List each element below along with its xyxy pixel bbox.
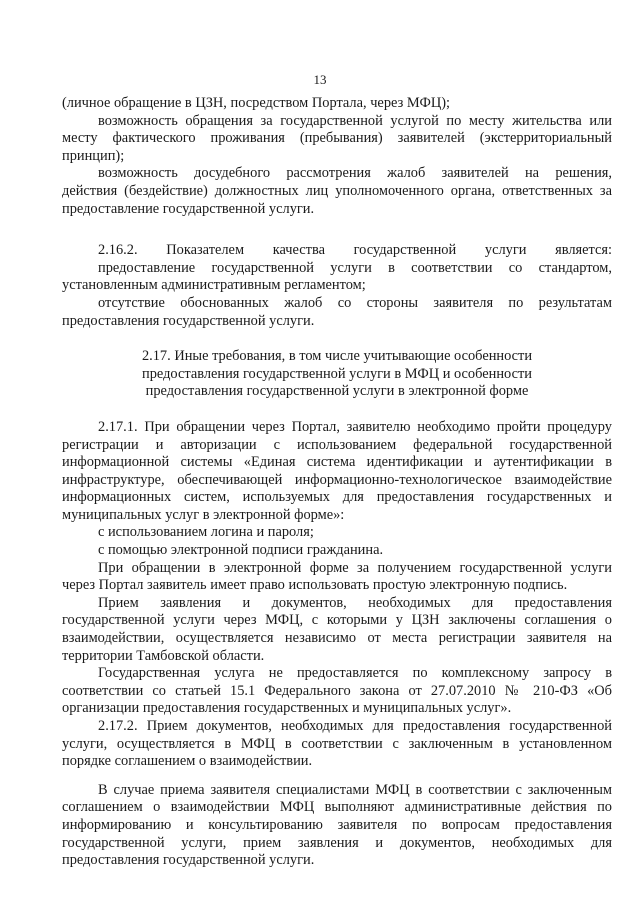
text-line: предоставление государственной услуги.: [62, 200, 315, 217]
text-line: взаимодействии, осуществляется независимо от места регистрации заявителя на: [62, 630, 612, 647]
text-line: муниципальных услуг в электронной форме»:: [62, 506, 345, 523]
text-line: порядке соглашением о взаимодействии.: [62, 753, 313, 770]
text-line: организации предоставления государственных и муниципальных услуг».: [62, 700, 512, 717]
text-line: 2.17.2. Прием документов, необходимых для предоставления государственной: [98, 718, 612, 734]
text-line: 2.17.1. При обращении через Портал, заявителю необходимо пройти процедуру: [98, 418, 612, 435]
section-heading-line: предоставления государственной услуги в электронной форме: [145, 383, 529, 400]
text-line: 2.16.2. Показателем качества государственной услуги является:: [98, 242, 612, 259]
text-line: государственной услуги через МФЦ, с которыми у ЦЗН заключены соглашения о: [62, 612, 612, 629]
text-line: возможность досудебного рассмотрения жалоб заявителей на решения,: [98, 165, 612, 182]
page-number: 13: [313, 72, 327, 87]
text-line: через Портал заявитель имеет право использовать простую электронную подпись.: [62, 577, 568, 594]
section-heading-line: предоставления государственной услуги в МФЦ и особенности: [142, 365, 532, 382]
text-line: Государственная услуга не предоставляется по комплексному запросу в: [98, 665, 612, 682]
text-line: услуги, осуществляется в МФЦ в соответствии с заключенным в установленном: [62, 735, 612, 752]
text-line: территории Тамбовской области.: [62, 647, 265, 664]
document-body: [62, 95, 612, 870]
text-line: возможность обращения за государственной услугой по месту жительства или: [98, 112, 612, 129]
text-line: соответствии со статьей 15.1 Федерального закона от 27.07.2010 № 210-ФЗ «Об: [62, 682, 612, 699]
text-line: В случае приема заявителя специалистами МФЦ в соответствии с заключенным: [98, 781, 612, 798]
text-line: информационной системы «Единая система идентификации и аутентификации в: [62, 454, 612, 471]
text-line: действия (бездействие) должностных лиц уполномоченного органа, ответственных за: [62, 182, 612, 199]
text-line: отсутствие обоснованных жалоб со стороны заявителя по результатам: [98, 294, 612, 311]
text-line: Прием заявления и документов, необходимых для предоставления: [98, 594, 612, 611]
text-line: предоставления государственной услуги.: [62, 852, 315, 869]
text-line: соглашением о взаимодействии МФЦ выполняют административные действия по: [62, 799, 612, 816]
text-line: установленным административным регламентом;: [62, 277, 366, 294]
text-line: предоставления государственной услуги.: [62, 312, 315, 329]
text-line: с использованием логина и пароля;: [98, 524, 314, 541]
text-line: с помощью электронной подписи гражданина.: [98, 542, 384, 559]
text-line: принцип);: [62, 147, 125, 164]
text-line: инфраструктуре, обеспечивающей информационно-технологическое взаимодействие: [62, 471, 612, 488]
text-line: государственной услуги, прием заявления и документов, необходимых для: [62, 834, 612, 851]
text-line: информационных систем, используемых для предоставления государственных и: [62, 489, 612, 506]
text-line: месту фактического проживания (пребывания) заявителей (экстерриториальный: [62, 130, 612, 147]
text-line: информированию и консультированию заявителя по вопросам предоставления: [62, 816, 612, 833]
text-line: При обращении в электронной форме за получением государственной услуги: [98, 559, 612, 576]
text-line: регистрации и авторизации с использованием федеральной государственной: [62, 436, 612, 453]
text-line: (личное обращение в ЦЗН, посредством Портала, через МФЦ);: [62, 95, 451, 111]
text-line: предоставление государственной услуги в соответствии со стандартом,: [98, 259, 612, 276]
section-heading-line: 2.17. Иные требования, в том числе учитывающие особенности: [141, 348, 533, 365]
